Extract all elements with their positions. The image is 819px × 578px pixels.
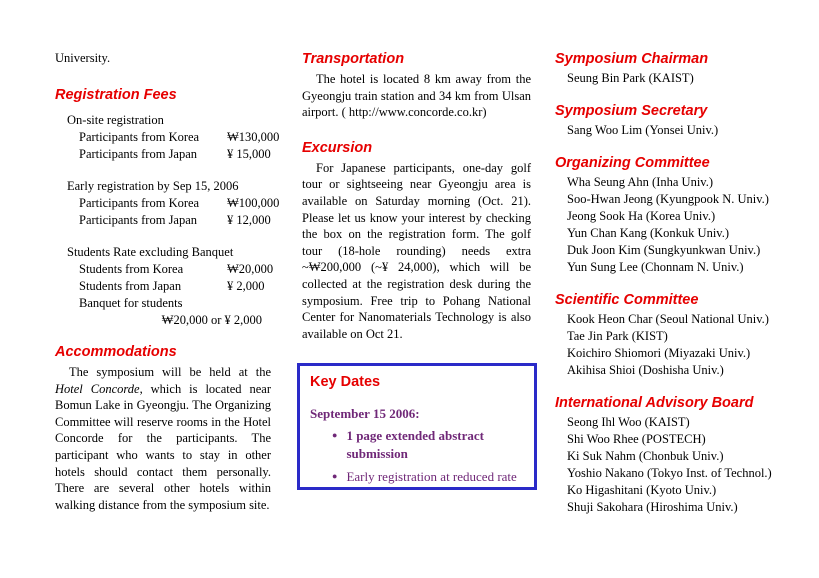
fee-label: Participants from Japan [79, 213, 198, 227]
member-name: Shi Woo Rhee (POSTECH) [567, 432, 706, 446]
member-name: Seong Ihl Woo (KAIST) [567, 415, 690, 429]
member-name: Koichiro Shiomori (Miyazaki Univ.) [567, 346, 751, 360]
section-symposium-chairman [555, 50, 815, 87]
right-column [555, 50, 815, 531]
member-name: Wha Seung Ahn (Inha Univ.) [567, 175, 714, 189]
bullet-icon: ● [332, 471, 338, 481]
member-name: Yun Chan Kang (Konkuk Univ.) [567, 226, 730, 240]
member-name: Yoshio Nakano (Tokyo Inst. of Technol.) [567, 466, 772, 480]
fee-row [55, 129, 280, 146]
key-dates-date-label: September 15 2006: [310, 406, 420, 421]
member-name: Sang Woo Lim (Yonsei Univ.) [567, 123, 719, 137]
bullet-icon: ● [332, 430, 338, 440]
fee-value: ₩20,000 [227, 262, 274, 276]
member-name: Duk Joon Kim (Sungkyunkwan Univ.) [567, 243, 761, 257]
accommodations-text-2: , which is located near Bomun Lake in Gyeongju. The Organizing Committee will reserve rooms in the Hotel Concorde for the participants. The participant who wants to stay in other hotels should contact them personally. There are several other hotels within walking distance from the symposium site. [55, 381, 271, 512]
key-dates-box [297, 363, 537, 490]
fee-label: Students from Japan [79, 279, 182, 293]
section-heading: Symposium Chairman [555, 51, 709, 67]
fee-label: Students from Korea [79, 262, 184, 276]
key-dates-item-text: 1 page extended abstract submission [346, 428, 485, 461]
accommodations-text-1: The symposium will be held at the [69, 365, 271, 379]
section-organizing-committee [555, 154, 815, 276]
fee-group-students [55, 244, 274, 329]
transportation-paragraph: The hotel is located 8 km away from the Gyeongju train station and 34 km from Ulsan airport. ( http://www.concorde.co.kr) [302, 72, 531, 120]
member-name: Tae Jin Park (KIST) [567, 329, 668, 343]
fee-group-label: Students Rate excluding Banquet [67, 245, 234, 259]
section-heading: Symposium Secretary [555, 103, 708, 119]
fee-value: ¥ 12,000 [227, 213, 271, 227]
member-name: Soo-Hwan Jeong (Kyungpook N. Univ.) [567, 192, 769, 206]
accommodations-paragraph [55, 364, 271, 513]
key-dates-item [310, 427, 524, 463]
section-heading: International Advisory Board [555, 395, 754, 411]
member-name: Akihisa Shioi (Doshisha Univ.) [567, 363, 724, 377]
fee-row [55, 195, 280, 212]
member-name: Yun Sung Lee (Chonnam N. Univ.) [567, 260, 744, 274]
fee-label: Banquet for students [79, 296, 183, 310]
fee-row [55, 212, 271, 229]
section-international-advisory-board [555, 394, 815, 516]
accommodations-heading: Accommodations [55, 344, 177, 360]
member-name: Seung Bin Park (KAIST) [567, 71, 694, 85]
registration-fees-heading: Registration Fees [55, 87, 177, 103]
fee-group-label: On-site registration [67, 113, 164, 127]
fee-row [55, 278, 271, 295]
fee-row [55, 261, 274, 278]
section-symposium-secretary [555, 102, 815, 139]
section-scientific-committee [555, 291, 815, 379]
hotel-name-italic: Hotel Concorde [55, 381, 140, 396]
key-dates-heading: Key Dates [310, 374, 381, 390]
member-name: Ko Higashitani (Kyoto Univ.) [567, 483, 717, 497]
key-dates-item [310, 468, 524, 487]
fee-group-label: Early registration by Sep 15, 2006 [67, 179, 239, 193]
excursion-paragraph: For Japanese participants, one-day golf tour or sightseeing near Gyeongju area is available on Saturday morning (Oct. 21). Please let us know your interest by checking the box on the registration form. The golf tour (18-hole rounding) needs extra ~₩200,000 (~¥ 24,000), which will be collected at the registration desk during the symposium. Free trip to Pohang National Center for Nanomaterials Technology is also available on Oct 21. [302, 160, 531, 341]
fee-group-early [55, 178, 280, 229]
fee-label: Participants from Korea [79, 196, 200, 210]
fee-value: ₩100,000 [227, 196, 280, 210]
section-heading: Organizing Committee [555, 155, 710, 171]
fee-value: ₩130,000 [227, 130, 280, 144]
member-name: Shuji Sakohara (Hiroshima Univ.) [567, 500, 738, 514]
left-column [55, 50, 280, 513]
member-name: Ki Suk Nahm (Chonbuk Univ.) [567, 449, 724, 463]
transportation-heading: Transportation [302, 51, 405, 67]
fee-group-onsite [55, 112, 280, 163]
fee-row [55, 146, 271, 163]
fee-row [55, 295, 271, 312]
intro-text: University. [55, 51, 111, 65]
key-dates-item-text: Early registration at reduced rate [346, 469, 517, 484]
fee-label: Participants from Japan [79, 147, 198, 161]
member-name: Jeong Sook Ha (Korea Univ.) [567, 209, 716, 223]
fee-value: ¥ 2,000 [227, 279, 265, 293]
fee-label: Participants from Korea [79, 130, 200, 144]
fee-value: ¥ 15,000 [227, 147, 271, 161]
member-name: Kook Heon Char (Seoul National Univ.) [567, 312, 769, 326]
middle-column [302, 50, 531, 342]
excursion-heading: Excursion [302, 139, 373, 156]
banquet-fee-value: ₩20,000 or ¥ 2,000 [161, 313, 262, 327]
section-heading: Scientific Committee [555, 292, 699, 308]
